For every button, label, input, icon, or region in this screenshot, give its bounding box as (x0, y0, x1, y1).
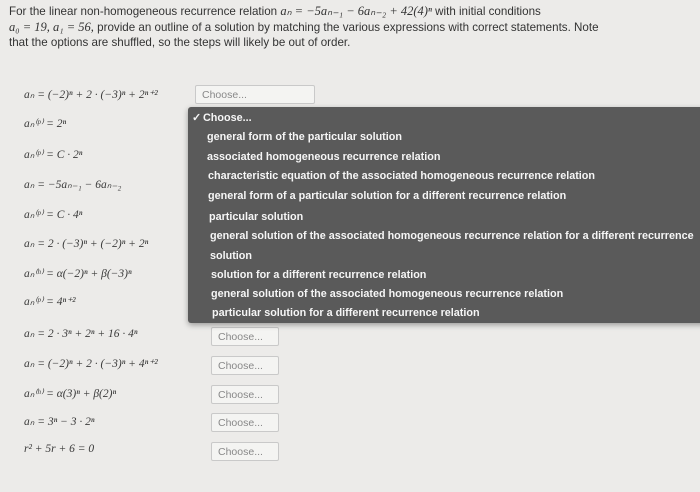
intro-text: provide an outline of a solution by matching the various expressions with correct statements. Note (93, 20, 599, 34)
answer-select-13[interactable]: Choose... (211, 442, 279, 461)
answer-select-12[interactable]: Choose... (211, 413, 279, 432)
problem-statement (9, 4, 689, 51)
expression-6: aₙ = 2 · (−3)ⁿ + (−2)ⁿ + 2ⁿ (24, 238, 149, 250)
dropdown-option[interactable]: particular solution (209, 211, 304, 223)
expression-4: aₙ = −5aₙ₋₁ − 6aₙ₋₂ (24, 179, 122, 191)
intro-text: with initial conditions (431, 5, 541, 18)
expression-9: aₙ = 2 · 3ⁿ + 2ⁿ + 16 · 4ⁿ (24, 328, 138, 340)
option-label: Choose... (203, 112, 252, 124)
answer-select-1[interactable]: Choose... (195, 85, 315, 104)
answer-select-9[interactable]: Choose... (211, 327, 279, 346)
expression-8: aₙ⁽ᵖ⁾ = 4ⁿ⁺² (24, 296, 76, 308)
dropdown-option[interactable]: general form of the particular solution (207, 131, 402, 143)
intro-line-3: that the options are shuffled, so the steps will likely be out of order. (9, 36, 351, 49)
initial-conditions: a₀ = 19, a₁ = 56, (9, 19, 94, 34)
expression-10: aₙ = (−2)ⁿ + 2 · (−3)ⁿ + 4ⁿ⁺² (24, 358, 158, 370)
checkmark-icon: ✓ (192, 112, 202, 124)
dropdown-option[interactable]: solution for a different recurrence relation (211, 269, 427, 281)
intro-text: For the linear non-homogeneous recurrence relation (9, 5, 281, 18)
recurrence-formula: aₙ = −5aₙ₋₁ − 6aₙ₋₂ + 42(4)ⁿ (280, 4, 432, 18)
expression-13: r² + 5r + 6 = 0 (24, 443, 95, 455)
intro-line-1 (9, 4, 689, 20)
expression-3: aₙ⁽ᵖ⁾ = C · 2ⁿ (24, 149, 83, 161)
dropdown-option[interactable]: associated homogeneous recurrence relation (207, 151, 441, 163)
intro-line-2 (9, 20, 689, 36)
expression-7: aₙ⁽ʰ⁾ = α(−2)ⁿ + β(−3)ⁿ (24, 268, 132, 280)
expression-2: aₙ⁽ᵖ⁾ = 2ⁿ (24, 118, 67, 130)
expression-5: aₙ⁽ᵖ⁾ = C · 4ⁿ (24, 209, 83, 221)
dropdown-option[interactable]: particular solution for a different recurrence relation (212, 307, 480, 319)
dropdown-option[interactable]: characteristic equation of the associated homogeneous recurrence relation (208, 170, 596, 182)
dropdown-option-choose[interactable] (192, 111, 700, 125)
dropdown-option[interactable]: general solution of the associated homogeneous recurrence relation (211, 288, 564, 300)
expression-12: aₙ = 3ⁿ − 3 · 2ⁿ (24, 416, 95, 428)
answer-select-11[interactable]: Choose... (211, 385, 279, 404)
dropdown-option[interactable]: general solution of the associated homogeneous recurrence relation for a different recurrence (210, 230, 694, 242)
expression-1: aₙ = (−2)ⁿ + 2 · (−3)ⁿ + 2ⁿ⁺² (24, 89, 158, 101)
expression-11: aₙ⁽ʰ⁾ = α(3)ⁿ + β(2)ⁿ (24, 388, 117, 400)
dropdown-option-continued[interactable]: solution (210, 250, 252, 262)
answer-dropdown-menu (188, 107, 700, 323)
answer-select-10[interactable]: Choose... (211, 356, 279, 375)
dropdown-option[interactable]: general form of a particular solution for a different recurrence relation (208, 190, 567, 202)
